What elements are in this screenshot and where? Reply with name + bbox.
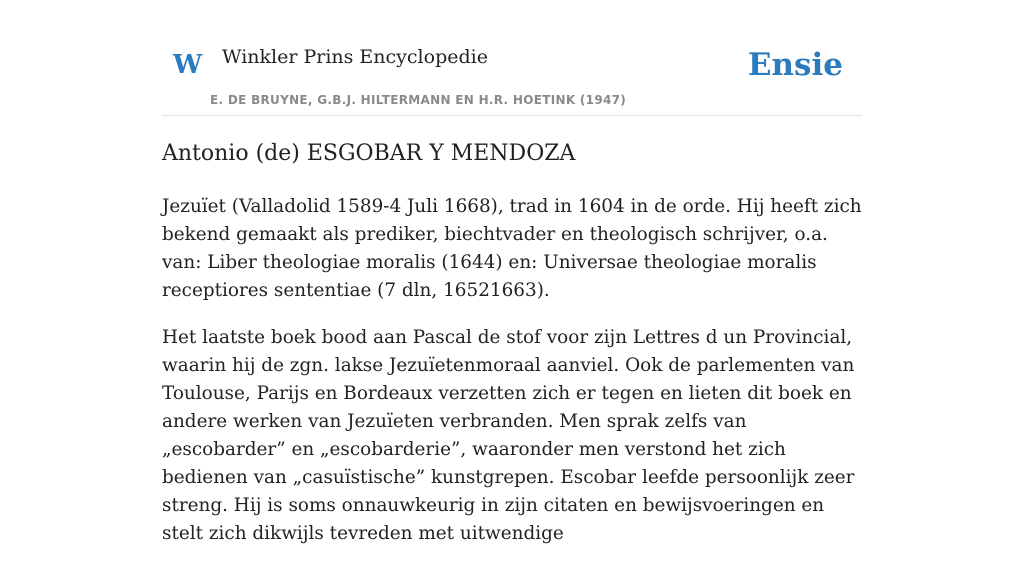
source-logo-icon[interactable]: W [173, 50, 203, 80]
source-header [162, 0, 862, 116]
source-title[interactable]: Winkler Prins Encyclopedie [222, 46, 488, 68]
article-paragraph: Het laatste boek bood aan Pascal de stof voor zijn Lettres d un Provincial, waarin hij de zgn. lakse Jezuïetenmoraal aanviel. Ook de parlementen van Toulouse, Parijs en Bordeaux verzetten zich er tegen en lieten dit boek en andere werken van Jezuïeten verbranden. Men sprak zelfs van „escobarder” en „escobarderie”, waaronder men verstond het zich bedienen van „casuïstische” kunstgrepen. Escobar leefde persoonlijk zeer streng. Hij is soms onnauwkeurig in zijn citaten en bewijsvoeringen en stelt zich dikwijls tevreden met uitwendige [162, 327, 855, 544]
article [162, 138, 862, 567]
source-authors: E. DE BRUYNE, G.B.J. HILTERMANN EN H.R. HOETINK (1947) [210, 93, 627, 107]
article-title: Antonio (de) ESGOBAR Y MENDOZA [162, 141, 576, 166]
article-paragraph: Jezuïet (Valladolid 1589-4 Juli 1668), trad in 1604 in de orde. Hij heeft zich bekend gemaakt als prediker, biechtvader en theologisch schrijver, o.a. van: Liber theologiae moralis (1644) en: Universae theologiae moralis receptiores sententiae (7 dln, 16521663). [162, 196, 862, 301]
brand-logo[interactable]: Ensie [747, 47, 843, 83]
